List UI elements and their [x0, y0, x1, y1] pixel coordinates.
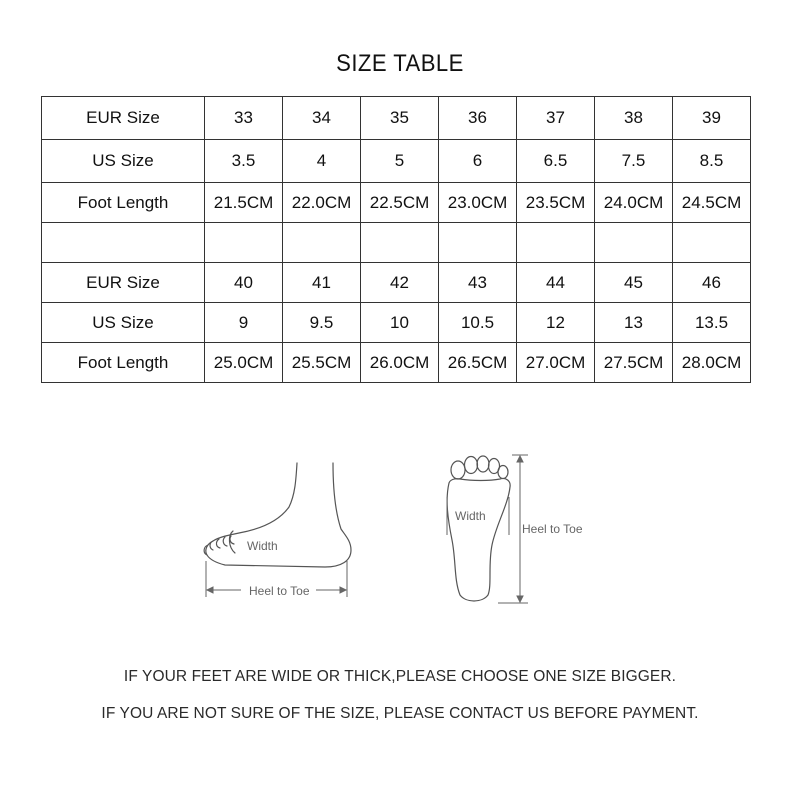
- table-cell: 8.5: [673, 140, 751, 183]
- table-cell: 13: [595, 303, 673, 343]
- table-cell: 25.5CM: [283, 343, 361, 383]
- table-cell: 35: [361, 97, 439, 140]
- row-label: EUR Size: [42, 263, 205, 303]
- table-cell: 6.5: [517, 140, 595, 183]
- table-cell: 9: [205, 303, 283, 343]
- table-cell: 13.5: [673, 303, 751, 343]
- table-row: [42, 303, 751, 343]
- table-cell: 26.5CM: [439, 343, 517, 383]
- row-label: EUR Size: [42, 97, 205, 140]
- table-cell: 26.0CM: [361, 343, 439, 383]
- table-cell: 45: [595, 263, 673, 303]
- sole-heel-to-toe-label: Heel to Toe: [522, 522, 583, 536]
- row-label: [42, 223, 205, 263]
- page-title: SIZE TABLE: [336, 50, 464, 77]
- table-cell: 42: [361, 263, 439, 303]
- table-cell: 21.5CM: [205, 183, 283, 223]
- table-row: [42, 183, 751, 223]
- foot-side-view-illustration: [195, 455, 365, 615]
- side-width-label: Width: [247, 539, 278, 553]
- table-row: [42, 263, 751, 303]
- table-cell: 23.5CM: [517, 183, 595, 223]
- table-cell: 24.5CM: [673, 183, 751, 223]
- wide-feet-note: IF YOUR FEET ARE WIDE OR THICK,PLEASE CHOOSE ONE SIZE BIGGER.: [123, 668, 677, 685]
- table-cell: 27.5CM: [595, 343, 673, 383]
- table-cell: [283, 223, 361, 263]
- table-cell: 7.5: [595, 140, 673, 183]
- table-cell: [439, 223, 517, 263]
- table-cell: 33: [205, 97, 283, 140]
- side-heel-to-toe-label: Heel to Toe: [249, 584, 310, 598]
- contact-note: IF YOU ARE NOT SURE OF THE SIZE, PLEASE CONTACT US BEFORE PAYMENT.: [101, 705, 699, 722]
- sole-width-label: Width: [455, 509, 486, 523]
- row-label: US Size: [42, 140, 205, 183]
- table-cell: 5: [361, 140, 439, 183]
- foot-sole-view-illustration: [430, 445, 600, 610]
- size-table: [41, 96, 751, 383]
- table-row-spacer: [42, 223, 751, 263]
- table-cell: 44: [517, 263, 595, 303]
- table-cell: 38: [595, 97, 673, 140]
- table-cell: 37: [517, 97, 595, 140]
- table-cell: 6: [439, 140, 517, 183]
- table-cell: 23.0CM: [439, 183, 517, 223]
- table-cell: 40: [205, 263, 283, 303]
- table-cell: 41: [283, 263, 361, 303]
- table-cell: 27.0CM: [517, 343, 595, 383]
- table-cell: [595, 223, 673, 263]
- table-cell: 39: [673, 97, 751, 140]
- table-cell: 22.5CM: [361, 183, 439, 223]
- table-cell: [361, 223, 439, 263]
- table-cell: [517, 223, 595, 263]
- table-cell: [673, 223, 751, 263]
- row-label: Foot Length: [42, 183, 205, 223]
- table-cell: 3.5: [205, 140, 283, 183]
- table-cell: 24.0CM: [595, 183, 673, 223]
- table-row: [42, 140, 751, 183]
- table-cell: 10.5: [439, 303, 517, 343]
- table-cell: 36: [439, 97, 517, 140]
- table-cell: 10: [361, 303, 439, 343]
- table-row: [42, 343, 751, 383]
- table-cell: 12: [517, 303, 595, 343]
- table-row: [42, 97, 751, 140]
- row-label: US Size: [42, 303, 205, 343]
- table-cell: 43: [439, 263, 517, 303]
- table-cell: 22.0CM: [283, 183, 361, 223]
- table-cell: 9.5: [283, 303, 361, 343]
- table-cell: 46: [673, 263, 751, 303]
- table-cell: 28.0CM: [673, 343, 751, 383]
- table-cell: 25.0CM: [205, 343, 283, 383]
- row-label: Foot Length: [42, 343, 205, 383]
- table-cell: 4: [283, 140, 361, 183]
- table-cell: 34: [283, 97, 361, 140]
- table-cell: [205, 223, 283, 263]
